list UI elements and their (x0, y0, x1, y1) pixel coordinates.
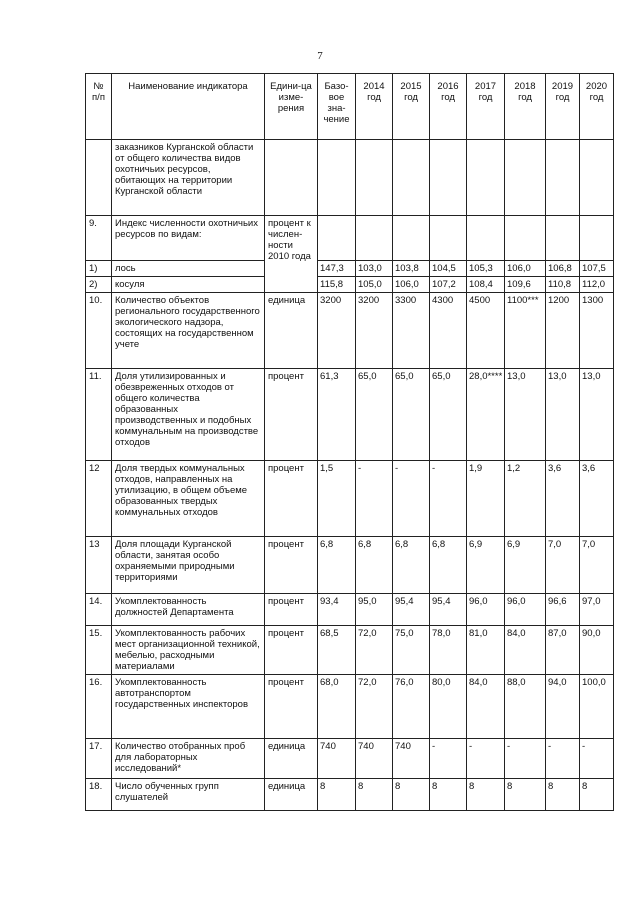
unit-cell: процент к числен-ности 2010 года (265, 216, 318, 293)
indicator-name: лось (112, 261, 265, 277)
year-value: 3,6 (546, 461, 580, 537)
year-value: 97,0 (580, 594, 614, 626)
page-number: 7 (317, 50, 323, 62)
year-value: 13,0 (580, 369, 614, 461)
year-value (467, 140, 505, 216)
row-num: 2) (86, 277, 112, 293)
indicator-name: косуля (112, 277, 265, 293)
table-row (86, 675, 614, 739)
year-value: 105,0 (356, 277, 393, 293)
unit-cell: процент (265, 461, 318, 537)
year-value: 65,0 (393, 369, 430, 461)
indicator-name: Количество объектов регионального государственного экологического надзора, состоящих на государственном учете (112, 293, 265, 369)
table-row (86, 626, 614, 675)
indicator-name: Укомплектованность должностей Департамента (112, 594, 265, 626)
year-value: 112,0 (580, 277, 614, 293)
row-num: 16. (86, 675, 112, 739)
indicator-name: заказников Курганской области от общего количества видов охотничьих ресурсов, обитающих на территории Курганской области (112, 140, 265, 216)
header-year: 2014 год (356, 74, 393, 140)
header-year: 2020 год (580, 74, 614, 140)
year-value: 95,4 (393, 594, 430, 626)
year-value: 80,0 (430, 675, 467, 739)
year-value (393, 140, 430, 216)
row-num: 18. (86, 779, 112, 811)
year-value: 107,2 (430, 277, 467, 293)
year-value: 13,0 (546, 369, 580, 461)
unit-cell: единица (265, 293, 318, 369)
year-value: 75,0 (393, 626, 430, 675)
indicator-name: Укомплектованность рабочих мест организационной техникой, мебелью, расходными материалами (112, 626, 265, 675)
base-value: 68,5 (318, 626, 356, 675)
row-num: 12 (86, 461, 112, 537)
indicator-name: Индекс численности охотничьих ресурсов по видам: (112, 216, 265, 261)
year-value: 6,8 (393, 537, 430, 594)
year-value (356, 140, 393, 216)
base-value: 68,0 (318, 675, 356, 739)
year-value: 107,5 (580, 261, 614, 277)
year-value: 8 (580, 779, 614, 811)
base-value: 3200 (318, 293, 356, 369)
table-row (86, 293, 614, 369)
year-value: 106,8 (546, 261, 580, 277)
year-value: 110,8 (546, 277, 580, 293)
year-value: 3200 (356, 293, 393, 369)
year-value: 81,0 (467, 626, 505, 675)
year-value: 6,9 (467, 537, 505, 594)
year-value: 95,4 (430, 594, 467, 626)
year-value: 109,6 (505, 277, 546, 293)
header-year: 2018 год (505, 74, 546, 140)
base-value (318, 216, 356, 261)
table-row (86, 140, 614, 216)
unit-cell: процент (265, 369, 318, 461)
year-value (546, 216, 580, 261)
year-value: 1300 (580, 293, 614, 369)
year-value: 84,0 (505, 626, 546, 675)
year-value: 94,0 (546, 675, 580, 739)
year-value (580, 216, 614, 261)
year-value: 96,0 (505, 594, 546, 626)
year-value: 90,0 (580, 626, 614, 675)
row-num: 13 (86, 537, 112, 594)
year-value: 87,0 (546, 626, 580, 675)
year-value: 78,0 (430, 626, 467, 675)
year-value (467, 216, 505, 261)
year-value: 8 (467, 779, 505, 811)
year-value: 108,4 (467, 277, 505, 293)
year-value (393, 216, 430, 261)
year-value: 106,0 (393, 277, 430, 293)
table-row (86, 739, 614, 779)
year-value: 105,3 (467, 261, 505, 277)
year-value (430, 216, 467, 261)
year-value: 76,0 (393, 675, 430, 739)
unit-cell (265, 140, 318, 216)
year-value: 100,0 (580, 675, 614, 739)
year-value: 8 (505, 779, 546, 811)
year-value: 106,0 (505, 261, 546, 277)
table-row (86, 594, 614, 626)
indicator-name: Укомплектованность автотранспортом государственных инспекторов (112, 675, 265, 739)
indicators-table (85, 73, 614, 811)
year-value: 6,9 (505, 537, 546, 594)
unit-cell: процент (265, 537, 318, 594)
year-value: 95,0 (356, 594, 393, 626)
year-value: 88,0 (505, 675, 546, 739)
base-value: 8 (318, 779, 356, 811)
row-num: 10. (86, 293, 112, 369)
year-value: - (505, 739, 546, 779)
year-value (505, 216, 546, 261)
year-value: 4500 (467, 293, 505, 369)
year-value (356, 216, 393, 261)
year-value: 1,2 (505, 461, 546, 537)
header-year: 2015 год (393, 74, 430, 140)
year-value: - (467, 739, 505, 779)
year-value: - (430, 461, 467, 537)
year-value: 13,0 (505, 369, 546, 461)
row-num: 11. (86, 369, 112, 461)
row-num: 9. (86, 216, 112, 261)
year-value: 7,0 (546, 537, 580, 594)
row-num: 15. (86, 626, 112, 675)
year-value: - (546, 739, 580, 779)
table-row (86, 277, 614, 293)
year-value: 8 (430, 779, 467, 811)
indicator-name: Доля площади Курганской области, занятая особо охраняемыми природными территориями (112, 537, 265, 594)
row-num: 14. (86, 594, 112, 626)
base-value: 115,8 (318, 277, 356, 293)
year-value: 6,8 (430, 537, 467, 594)
year-value: 8 (546, 779, 580, 811)
year-value (430, 140, 467, 216)
unit-cell: единица (265, 779, 318, 811)
base-value: 147,3 (318, 261, 356, 277)
table-row (86, 216, 614, 261)
header-year: 2016 год (430, 74, 467, 140)
year-value (546, 140, 580, 216)
base-value: 1,5 (318, 461, 356, 537)
year-value (505, 140, 546, 216)
header-base: Базо-вое зна-чение (318, 74, 356, 140)
unit-cell: единица (265, 739, 318, 779)
year-value: 65,0 (430, 369, 467, 461)
year-value: 96,6 (546, 594, 580, 626)
year-value: 1200 (546, 293, 580, 369)
indicator-name: Количество отобранных проб для лабораторных исследований* (112, 739, 265, 779)
year-value: 4300 (430, 293, 467, 369)
year-value: 6,8 (356, 537, 393, 594)
year-value: 84,0 (467, 675, 505, 739)
year-value: 3300 (393, 293, 430, 369)
base-value: 61,3 (318, 369, 356, 461)
base-value: 740 (318, 739, 356, 779)
year-value: 1,9 (467, 461, 505, 537)
year-value: 1100*** (505, 293, 546, 369)
indicator-name: Число обученных групп слушателей (112, 779, 265, 811)
year-value: 740 (393, 739, 430, 779)
year-value: 96,0 (467, 594, 505, 626)
table-header-row (86, 74, 614, 140)
unit-cell: процент (265, 594, 318, 626)
year-value: 72,0 (356, 626, 393, 675)
table-row (86, 461, 614, 537)
unit-cell: процент (265, 675, 318, 739)
year-value: - (580, 739, 614, 779)
table-row (86, 779, 614, 811)
row-num: 17. (86, 739, 112, 779)
year-value: 104,5 (430, 261, 467, 277)
year-value: 3,6 (580, 461, 614, 537)
header-num: № п/п (86, 74, 112, 140)
year-value: 72,0 (356, 675, 393, 739)
year-value: - (356, 461, 393, 537)
base-value: 6,8 (318, 537, 356, 594)
header-year: 2017 год (467, 74, 505, 140)
year-value: 7,0 (580, 537, 614, 594)
row-num (86, 140, 112, 216)
base-value (318, 140, 356, 216)
year-value (580, 140, 614, 216)
header-year: 2019 год (546, 74, 580, 140)
year-value: - (393, 461, 430, 537)
base-value: 93,4 (318, 594, 356, 626)
year-value: 28,0**** (467, 369, 505, 461)
unit-cell: процент (265, 626, 318, 675)
table-row (86, 261, 614, 277)
table-row (86, 369, 614, 461)
header-name: Наименование индикатора (112, 74, 265, 140)
year-value: 8 (393, 779, 430, 811)
year-value: 8 (356, 779, 393, 811)
year-value: 103,0 (356, 261, 393, 277)
row-num: 1) (86, 261, 112, 277)
indicator-name: Доля утилизированных и обезвреженных отходов от общего количества образованных производственных и подобных коммунальным на производстве отходов (112, 369, 265, 461)
header-unit: Едини-ца изме-рения (265, 74, 318, 140)
year-value: 740 (356, 739, 393, 779)
year-value: 65,0 (356, 369, 393, 461)
year-value: - (430, 739, 467, 779)
table-row (86, 537, 614, 594)
indicator-name: Доля твердых коммунальных отходов, направленных на утилизацию, в общем объеме образованных твердых коммунальных отходов (112, 461, 265, 537)
year-value: 103,8 (393, 261, 430, 277)
